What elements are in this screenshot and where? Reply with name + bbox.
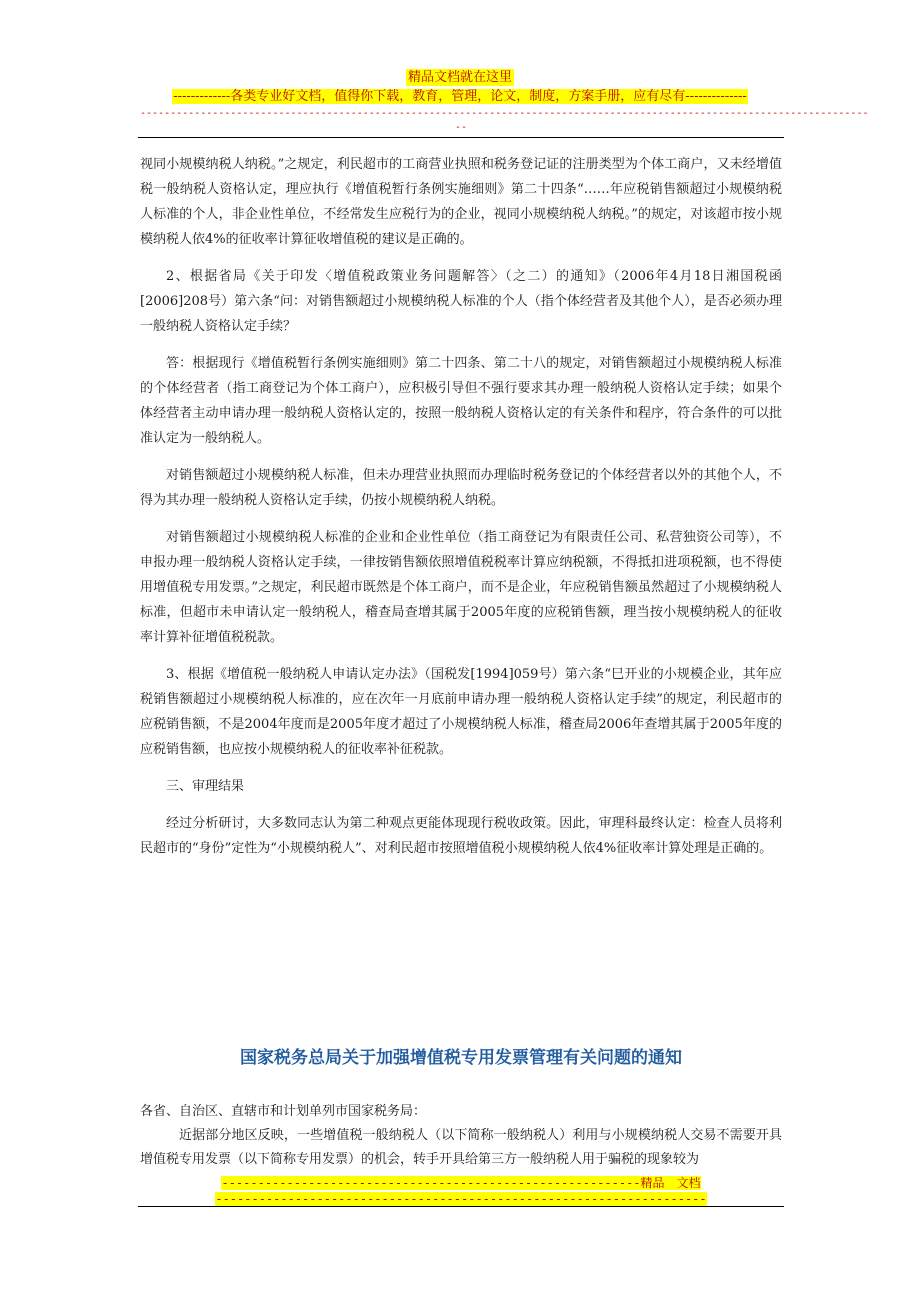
notice-body [140,1100,782,1172]
notice-title: 国家税务总局关于加强增值税专用发票管理有关问题的通知 [240,1048,682,1068]
notice-text: 近据部分地区反映，一些增值税一般纳税人（以下简称一般纳税人）利用与小规模纳税人交易不需要开具增值税专用发票（以下简称专用发票）的机会，转手开具给第三方一般纳税人用于骗税的现象较为 [140,1128,782,1167]
paragraph: 视同小规模纳税人纳税。”之规定，利民超市的工商营业执照和税务登记证的注册类型为个体工商户，又未经增值税一般纳税人资格认定，理应执行《增值税暂行条例实施细则》第二十四条“……年应税销售额超过小规模纳税人标准的个人，非企业性单位，不经常发生应税行为的企业，视同小规模纳税人纳税。”的规定，对该超市按小规模纳税人依4%的征收率计算征收增值税的建议是正确的。 [140,157,782,247]
header-subtitle: -------------各类专业好文档，值得你下载，教育，管理，论文，制度，方案手册，应有尽有-------------- [173,89,747,104]
notice-addressee: 各省、自治区、直辖市和计划单列市国家税务局： [140,1104,427,1119]
document-body [140,152,782,873]
header-dash-line: ------------------------------------------------------------------------------------------------------------------------- [140,108,869,119]
footer-text: ----------------------------------------------------------精品 文档 [221,1176,701,1190]
paragraph: 对销售额超过小规模纳税人标准，但未办理营业执照而办理临时税务登记的个体经营者以外的其他个人，不得为其办理一般纳税人资格认定手续，仍按小规模纳税人纳税。 [140,468,782,508]
footer-line-2 [140,1188,782,1207]
header-divider [138,137,784,138]
paragraph: 经过分析研讨，大多数同志认为第二种观点更能体现现行税收政策。因此，审理科最终认定：检查人员将利民超市的“身份”定性为“小规模纳税人”、对利民超市按照增值税小规模纳税人依4%征收率计算处理是正确的。 [140,816,782,856]
footer-divider [138,1206,784,1207]
header-subtitle-row [0,85,920,105]
footer-dash-line: -------------------------------------------------------------------- [215,1192,707,1206]
paragraph: 3、根据《增值税一般纳税人申请认定办法》（国税发[1994]059号）第六条“巳开业的小规模企业，其年应税销售额超过小规模纳税人标准的，应在次年一月底前申请办理一般纳税人资格认定手续”的规定，利民超市的应税销售额，不是2004年度而是2005年度才超过了小规模纳税人标准，稽查局2006年查增其属于2005年度的应税销售额，也应按小规模纳税人的征收率补征税款。 [140,667,782,757]
header-title: 精品文档就在这里 [407,70,512,85]
header-dash-line-tail: -- [454,122,468,133]
header-title-row [0,66,920,86]
paragraph: 2、根据省局《关于印发〈增值税政策业务问题解答〉（之二）的通知》（2006年4月18日湘国税函[2006]208号）第六条“问：对销售额超过小规模纳税人标准的个人（指个体经营者及其他个人），是否必须办理一般纳税人资格认定手续？ [140,269,782,334]
paragraph: 对销售额超过小规模纳税人标准的企业和企业性单位（指工商登记为有限责任公司、私营独资公司等），不申报办理一般纳税人资格认定手续，一律按销售额依照增值税税率计算应纳税额，不得抵扣进项税额，也不得使用增值税专用发票。”之规定，利民超市既然是个体工商户，而不是企业，年应税销售额虽然超过了小规模纳税人标准，但超市未申请认定一般纳税人，稽查局查增其属于2005年度的应税销售额，理当按小规模纳税人的征收率计算补征增值税税款。 [140,530,782,645]
paragraph: 答：根据现行《增值税暂行条例实施细则》第二十四条、第二十八的规定，对销售额超过小规模纳税人标准的个体经营者（指工商登记为个体工商户），应积极引导但不强行要求其办理一般纳税人资格认定手续；如果个体经营者主动申请办理一般纳税人资格认定的，按照一般纳税人资格认定的有关条件和程序，符合条件的可以批准认定为一般纳税人。 [140,356,782,446]
section-heading: 三、审理结果 [166,779,245,794]
